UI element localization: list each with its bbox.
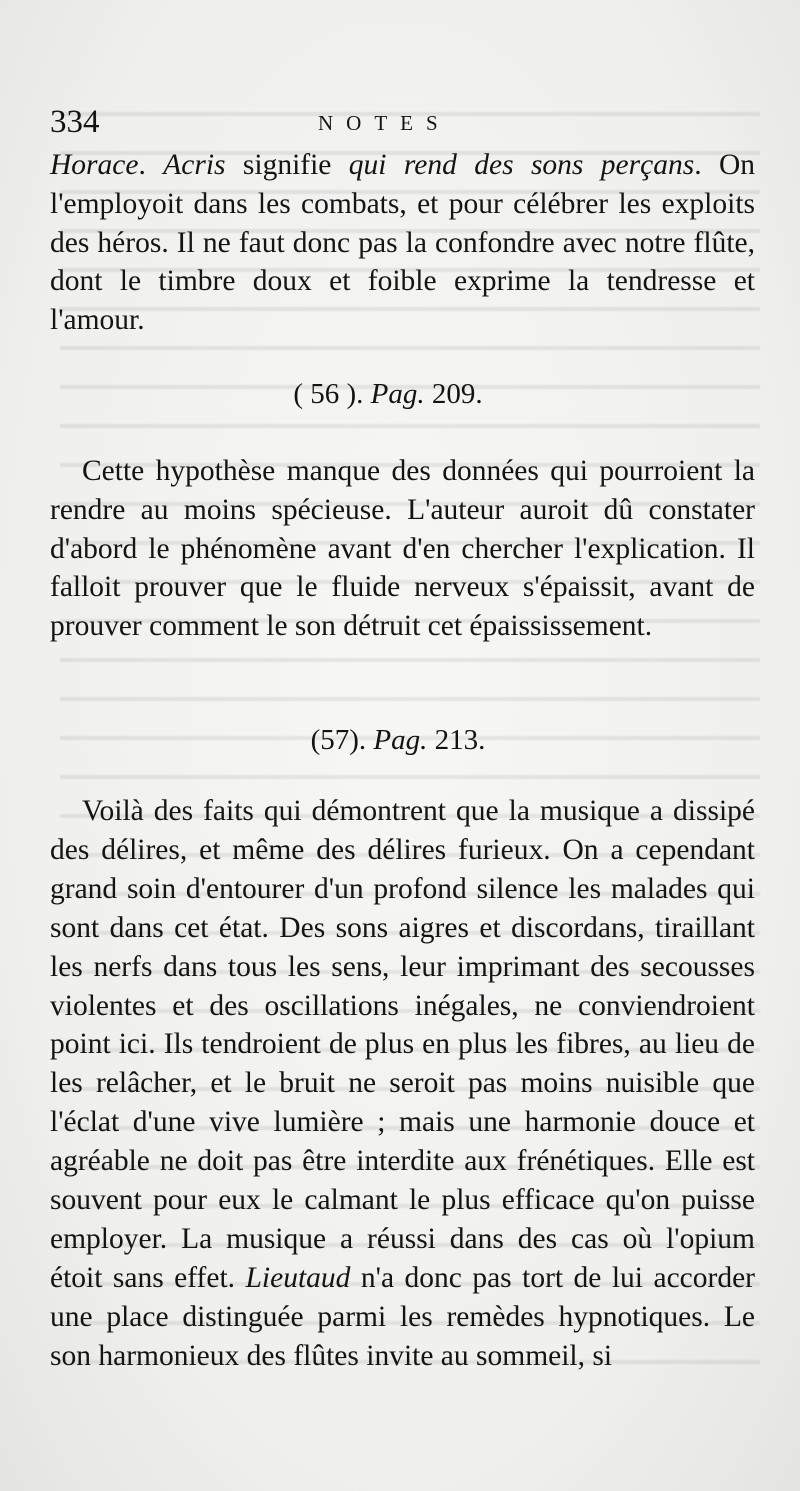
page-number: 334 xyxy=(50,104,100,140)
note-56-number: ( 56 ). xyxy=(293,378,364,410)
note-57-page-label: Pag. xyxy=(373,724,428,756)
note-57-text-after: n'a donc pas tort de lui accorder une place distinguée parmi les remèdes hypnotiques. Le son harmonieux des flûtes invite au sommeil, si xyxy=(50,1261,755,1372)
note-57 xyxy=(50,792,755,1376)
continuation-text: . On l'employoit dans les combats, et pour célébrer les exploits des héros. Il ne faut donc pas la confondre avec notre flûte, dont le timbre doux et foible exprime la tendresse et l'amour. xyxy=(50,149,755,337)
note-continuation xyxy=(50,146,755,340)
note-56-heading xyxy=(0,376,788,412)
horace-italic: Horace xyxy=(50,149,139,181)
note-56-page-value: 209. xyxy=(431,378,483,410)
acris-italic: Acris xyxy=(163,149,226,181)
note-57-heading xyxy=(0,722,798,758)
continuation-sep: . xyxy=(138,149,164,181)
continuation-paragraph xyxy=(50,146,755,340)
continuation-mid: signifie xyxy=(225,149,349,181)
page-header xyxy=(50,102,755,144)
note-56 xyxy=(50,452,755,646)
note-56-page-label: Pag. xyxy=(370,378,425,410)
meaning-italic: qui rend des sons perçans xyxy=(348,149,695,181)
lieutaud-italic: Lieutaud xyxy=(245,1261,351,1294)
note-57-text xyxy=(50,792,755,1376)
note-56-text: Cette hypothèse manque des données qui pourroient la rendre au moins spécieuse. L'auteur auroit dû constater d'abord le phénomène avant d'en chercher l'explication. Il falloit prouver que le fluide nerveux s'épaissit, avant de prouver comment le son détruit cet épaississement. xyxy=(50,455,755,643)
note-57-page-value: 213. xyxy=(434,724,486,756)
running-head: NOTES xyxy=(318,111,451,135)
note-57-number: (57). xyxy=(310,724,367,756)
note-57-text-before: Voilà des faits qui démontrent que la musique a dissipé des délires, et même des délires furieux. On a cependant grand soin d'entourer d'un profond silence les malades qui sont dans cet état. Des sons aigres et discordans, tiraillant les nerfs dans tous les sens, leur imprimant des secousses violentes et des oscillations inégales, ne conviendroient point ici. Ils tendroient de plus en plus les fibres, au lieu de les relâcher, et le bruit ne seroit pas moins nuisible que l'éclat d'une vive lumière ; mais une harmonie douce et agréable ne doit pas être interdite aux frénétiques. Elle est souvent pour eux le calmant le plus efficace qu'on puisse employer. La musique a réussi dans des cas où l'opium étoit sans effet. xyxy=(50,795,755,1294)
